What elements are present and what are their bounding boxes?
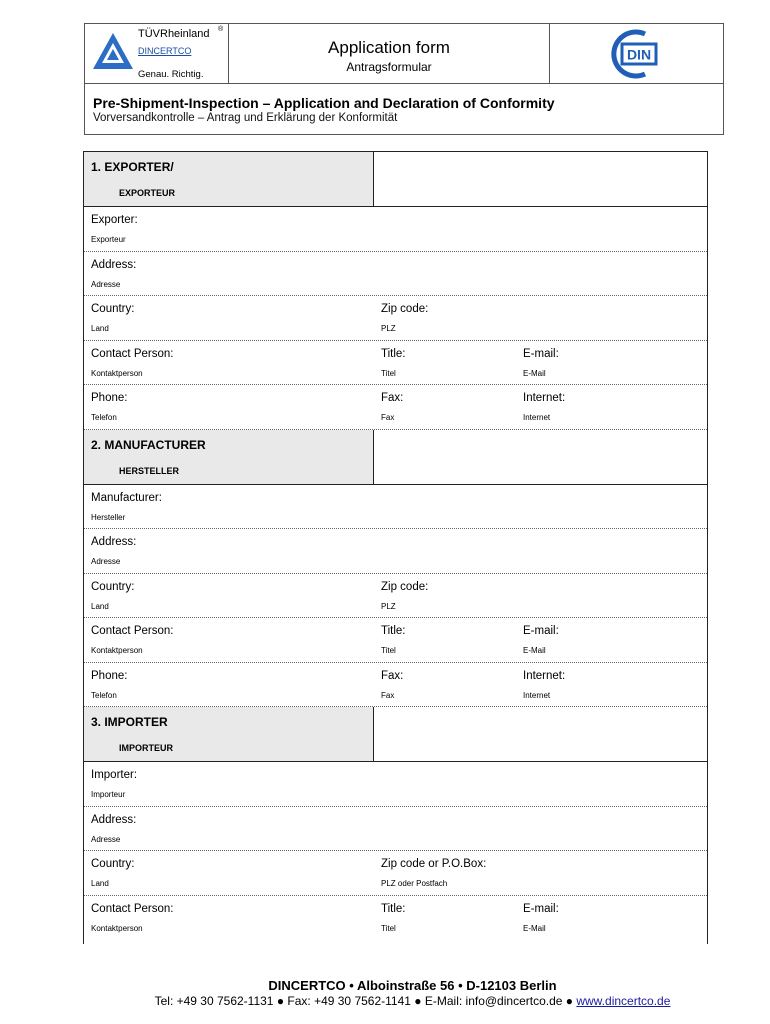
- field-label: Country:: [91, 303, 135, 315]
- field-label-german: E-Mail: [523, 646, 546, 655]
- din-logo-text: DIN: [626, 46, 652, 63]
- field-label: Contact Person:: [91, 902, 174, 915]
- field-label-german: Hersteller: [91, 512, 126, 522]
- field-label: Address:: [91, 813, 137, 826]
- field-label: Internet:: [523, 669, 566, 682]
- form-field[interactable]: [381, 851, 511, 895]
- form-header: [84, 23, 724, 135]
- footer-contact: [0, 994, 770, 1008]
- field-label: Exporter:: [91, 214, 138, 226]
- field-label: Internet:: [523, 392, 566, 404]
- field-label: Title:: [381, 625, 406, 637]
- form-row: [84, 762, 707, 807]
- din-logo-icon: [607, 28, 663, 80]
- form-row: [84, 485, 707, 530]
- field-label-german: Adresse: [91, 557, 121, 566]
- field-label: Contact Person:: [91, 347, 174, 360]
- field-label-german: PLZ oder Postfach: [381, 879, 448, 888]
- form-field[interactable]: [523, 896, 703, 941]
- section-subtitle: EXPORTEUR: [119, 188, 176, 198]
- form-field[interactable]: [91, 529, 371, 573]
- field-label: E-mail:: [523, 902, 559, 915]
- section-title: 1. EXPORTER/: [91, 160, 174, 174]
- section-header: [84, 430, 707, 485]
- application-form-title: Application form: [328, 38, 450, 57]
- form-field[interactable]: [381, 385, 511, 429]
- form-row: [84, 618, 707, 663]
- tuv-brand-text: TÜVRheinland: [138, 28, 210, 40]
- field-label: Manufacturer:: [91, 491, 162, 504]
- form-field[interactable]: [523, 663, 703, 707]
- form-row: [84, 663, 707, 708]
- section-header: [84, 707, 707, 762]
- dincertco-brand-text: DINCERTCO: [138, 46, 192, 56]
- form-field[interactable]: [91, 341, 371, 385]
- form-row: [84, 252, 707, 297]
- form-row: [84, 207, 707, 252]
- field-label-german: Kontaktperson: [91, 646, 143, 655]
- document-title: Pre-Shipment-Inspection – Application and Declaration of Conformity: [93, 95, 555, 111]
- form-field[interactable]: [91, 618, 371, 662]
- field-label: Title:: [381, 347, 406, 360]
- field-label-german: Fax: [381, 413, 395, 422]
- field-label: Zip code or P.O.Box:: [381, 858, 487, 870]
- form-field[interactable]: [381, 896, 511, 941]
- field-label-german: Telefon: [91, 690, 117, 700]
- form-row: [84, 385, 707, 430]
- field-label-german: Importeur: [91, 790, 126, 799]
- form-field[interactable]: [523, 618, 703, 662]
- field-label-german: PLZ: [381, 324, 396, 333]
- field-label-german: E-Mail: [523, 368, 546, 378]
- form-field[interactable]: [91, 574, 371, 618]
- tuv-rheinland-triangle-icon: [91, 31, 135, 73]
- field-label: Country:: [91, 580, 135, 593]
- field-label-german: Titel: [381, 646, 396, 655]
- document-subtitle: Vorversandkontrolle – Antrag und Erklärung der Konformität: [93, 112, 398, 124]
- field-label: Address:: [91, 258, 137, 271]
- header-center: [229, 24, 549, 84]
- form-field[interactable]: [91, 851, 371, 895]
- form-field[interactable]: [91, 296, 371, 340]
- form-row: [84, 807, 707, 852]
- section-header-label: [84, 152, 374, 206]
- form-row: [84, 851, 707, 896]
- field-label-german: Telefon: [91, 413, 117, 422]
- field-label: Country:: [91, 858, 135, 870]
- form-field[interactable]: [381, 574, 511, 618]
- field-label: E-mail:: [523, 625, 559, 637]
- form-row: [84, 529, 707, 574]
- form-row: [84, 296, 707, 341]
- section-header-label: [84, 430, 374, 484]
- field-label: Fax:: [381, 392, 404, 404]
- form-field[interactable]: [91, 807, 371, 851]
- registered-mark: ®: [218, 26, 224, 33]
- form-row: [84, 574, 707, 619]
- application-form-table: [83, 151, 708, 944]
- field-label-german: Kontaktperson: [91, 368, 143, 378]
- field-label: Contact Person:: [91, 625, 174, 637]
- field-label: Title:: [381, 902, 406, 915]
- field-label: Fax:: [381, 669, 404, 682]
- form-field[interactable]: [91, 896, 371, 941]
- field-label-german: Adresse: [91, 279, 121, 289]
- din-logo: [549, 24, 723, 84]
- form-row: [84, 341, 707, 386]
- field-label-german: PLZ: [381, 601, 396, 611]
- field-label: Importer:: [91, 769, 138, 781]
- form-field[interactable]: [381, 296, 511, 340]
- field-label-german: Internet: [523, 413, 551, 422]
- form-field[interactable]: [91, 252, 371, 296]
- field-label-german: Titel: [381, 923, 396, 933]
- application-form-subtitle: Antragsformular: [346, 60, 432, 74]
- form-field[interactable]: [91, 385, 371, 429]
- field-label-german: Internet: [523, 690, 551, 700]
- form-field[interactable]: [91, 485, 371, 529]
- form-field[interactable]: [91, 663, 371, 707]
- field-label-german: Fax: [381, 690, 395, 700]
- field-label: Phone:: [91, 392, 128, 404]
- form-field[interactable]: [381, 663, 511, 707]
- form-field[interactable]: [91, 762, 371, 806]
- field-label-german: Kontaktperson: [91, 923, 143, 933]
- field-label: Zip code:: [381, 580, 429, 593]
- field-label-german: Titel: [381, 368, 396, 378]
- form-field[interactable]: [523, 341, 703, 385]
- field-label-german: Adresse: [91, 834, 121, 844]
- form-field[interactable]: [381, 618, 511, 662]
- section-header: [84, 152, 707, 207]
- section-subtitle: HERSTELLER: [119, 465, 180, 476]
- field-label-german: Land: [91, 324, 109, 333]
- form-row: [84, 896, 707, 941]
- website-link[interactable]: www.dincertco.de: [576, 994, 671, 1008]
- field-label: Address:: [91, 536, 137, 548]
- field-label-german: Exporteur: [91, 235, 126, 244]
- form-field[interactable]: [381, 341, 511, 385]
- form-field[interactable]: [91, 207, 371, 251]
- field-label-german: Land: [91, 879, 109, 888]
- tuv-logo: [85, 24, 229, 84]
- form-field[interactable]: [523, 385, 703, 429]
- field-label-german: E-Mail: [523, 923, 546, 933]
- section-header-label: [84, 707, 374, 761]
- section-subtitle: IMPORTEUR: [119, 743, 173, 753]
- section-title: 3. IMPORTER: [91, 715, 168, 729]
- header-title-row: [85, 84, 723, 134]
- field-label: E-mail:: [523, 347, 559, 360]
- field-label: Zip code:: [381, 303, 429, 315]
- section-title: 2. MANUFACTURER: [91, 437, 206, 452]
- footer-address: DINCERTCO • Alboinstraße 56 • D-12103 Berlin: [268, 978, 557, 993]
- tuv-slogan: Genau. Richtig.: [138, 69, 204, 80]
- field-label-german: Land: [91, 601, 109, 611]
- footer-contact-text: Tel: +49 30 7562-1131 ● Fax: +49 30 7562-1141 ● E-Mail: info@dincertco.de ●: [154, 994, 577, 1008]
- header-top-row: [85, 24, 723, 84]
- field-label: Phone:: [91, 669, 128, 682]
